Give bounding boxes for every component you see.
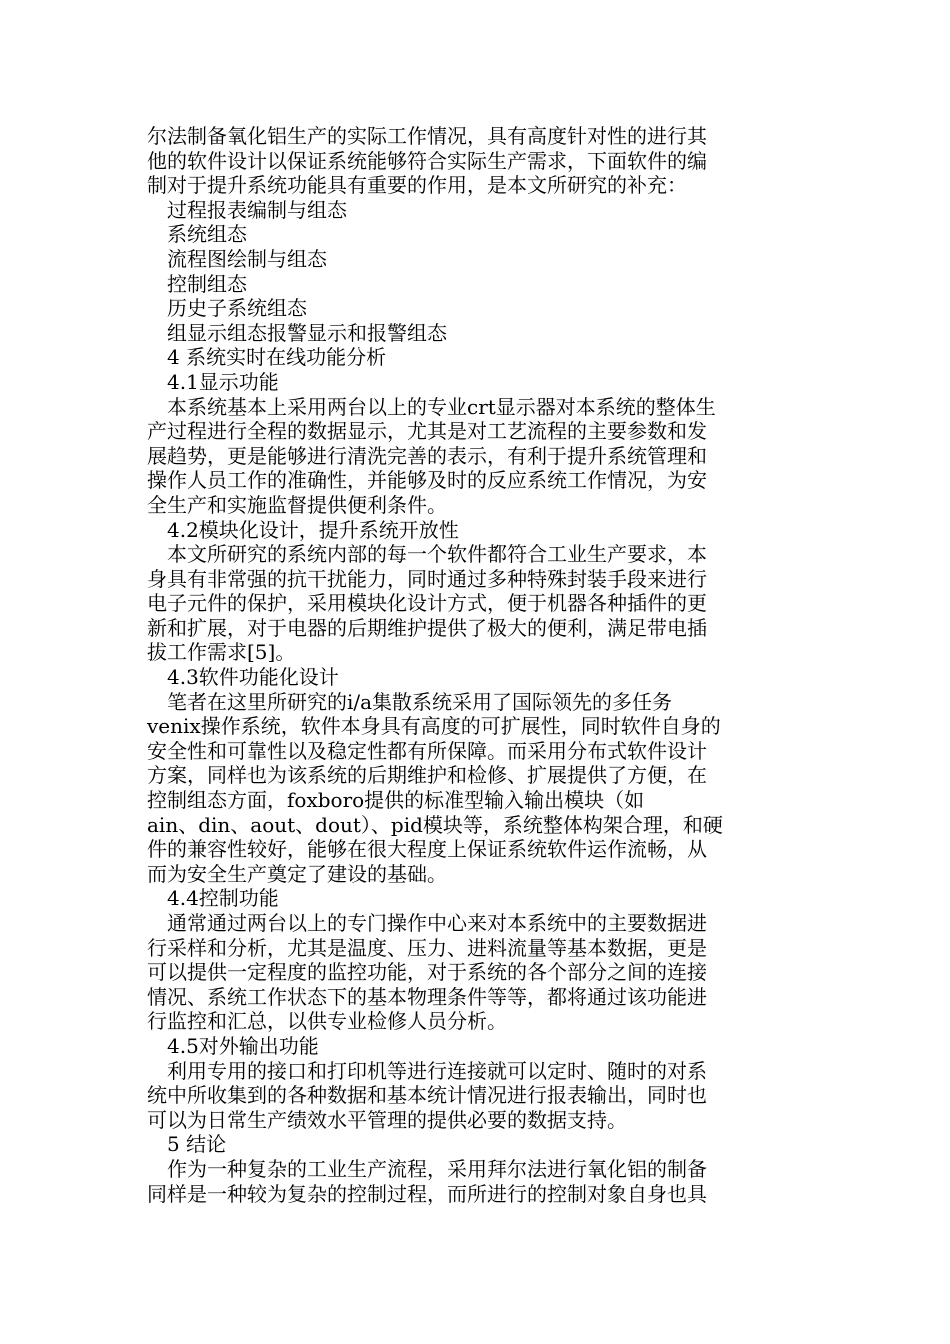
paragraph-line: 利用专用的接口和打印机等进行连接就可以定时、随时的对系 (167, 1058, 707, 1083)
paragraph-line: 件的兼容性较好，能够在很大程度上保证系统软件运作流畅，从 (147, 837, 707, 862)
list-item: 组显示组态报警显示和报警组态 (167, 320, 447, 345)
paragraph-line: 情况、系统工作状态下的基本物理条件等等，都将通过该功能进 (147, 984, 707, 1009)
intro-line: 他的软件设计以保证系统能够符合实际生产需求，下面软件的编 (147, 148, 707, 173)
paragraph-line: 方案，同样也为该系统的后期维护和检修、扩展提供了方便，在 (147, 763, 707, 788)
paragraph-line: 行监控和汇总，以供专业检修人员分析。 (147, 1009, 507, 1034)
section-heading-4-4: 4.4控制功能 (167, 886, 279, 911)
paragraph-line: 安全性和可靠性以及稳定性都有所保障。而采用分布式软件设计 (147, 738, 707, 763)
list-item: 控制组态 (167, 271, 247, 296)
list-item: 历史子系统组态 (167, 296, 307, 321)
paragraph-line: 拔工作需求[5]。 (147, 640, 296, 665)
intro-line: 制对于提升系统功能具有重要的作用，是本文所研究的补充： (147, 173, 687, 198)
paragraph-line: 而为安全生产奠定了建设的基础。 (147, 861, 447, 886)
paragraph-line: venix操作系统，软件本身具有高度的可扩展性，同时软件自身的 (147, 714, 721, 739)
paragraph-line: 新和扩展，对于电器的后期维护提供了极大的便利，满足带电插 (147, 615, 707, 640)
paragraph-line: ain、din、aout、dout）、pid模块等，系统整体构架合理，和硬 (147, 812, 723, 837)
intro-line: 尔法制备氧化铝生产的实际工作情况，具有高度针对性的进行其 (147, 124, 707, 148)
paragraph-line: 统中所收集到的各种数据和基本统计情况进行报表输出，同时也 (147, 1083, 707, 1108)
paragraph-line: 产过程进行全程的数据显示，尤其是对工艺流程的主要参数和发 (147, 419, 707, 444)
paragraph-line: 本文所研究的系统内部的每一个软件都符合工业生产要求，本 (167, 542, 707, 567)
paragraph-line: 作为一种复杂的工业生产流程，采用拜尔法进行氧化铝的制备 (167, 1156, 707, 1181)
paragraph-line: 全生产和实施监督提供便利条件。 (147, 492, 447, 517)
section-heading-4-5: 4.5对外输出功能 (167, 1033, 319, 1058)
section-heading-4: 4 系统实时在线功能分析 (167, 345, 387, 370)
section-heading-4-1: 4.1显示功能 (167, 369, 279, 394)
section-heading-4-3: 4.3软件功能化设计 (167, 665, 339, 690)
paragraph-line: 展趋势，更是能够进行清洗完善的表示，有利于提升系统管理和 (147, 443, 707, 468)
paragraph-line: 电子元件的保护，采用模块化设计方式，便于机器各种插件的更 (147, 591, 707, 616)
paragraph-line: 控制组态方面，foxboro提供的标准型输入输出模块（如 (147, 788, 645, 813)
paragraph-line: 本系统基本上采用两台以上的专业crt显示器对本系统的整体生 (167, 394, 716, 419)
paragraph-line: 身具有非常强的抗干扰能力，同时通过多种特殊封装手段来进行 (147, 566, 707, 591)
list-item: 流程图绘制与组态 (167, 246, 327, 271)
paragraph-line: 行采样和分析，尤其是温度、压力、进料流量等基本数据，更是 (147, 935, 707, 960)
list-item: 系统组态 (167, 222, 247, 247)
section-heading-5: 5 结论 (167, 1132, 227, 1157)
paragraph-line: 笔者在这里所研究的i/a集散系统采用了国际领先的多任务 (167, 689, 673, 714)
section-heading-4-2: 4.2模块化设计，提升系统开放性 (167, 517, 459, 542)
paragraph-line: 操作人员工作的准确性，并能够及时的反应系统工作情况，为安 (147, 468, 707, 493)
list-item: 过程报表编制与组态 (167, 197, 347, 222)
paragraph-line: 可以为日常生产绩效水平管理的提供必要的数据支持。 (147, 1107, 627, 1132)
document-body (147, 124, 807, 1206)
paragraph-line: 同样是一种较为复杂的控制过程，而所进行的控制对象自身也具 (147, 1181, 707, 1206)
paragraph-line: 可以提供一定程度的监控功能，对于系统的各个部分之间的连接 (147, 960, 707, 985)
paragraph-line: 通常通过两台以上的专门操作中心来对本系统中的主要数据进 (167, 911, 707, 935)
